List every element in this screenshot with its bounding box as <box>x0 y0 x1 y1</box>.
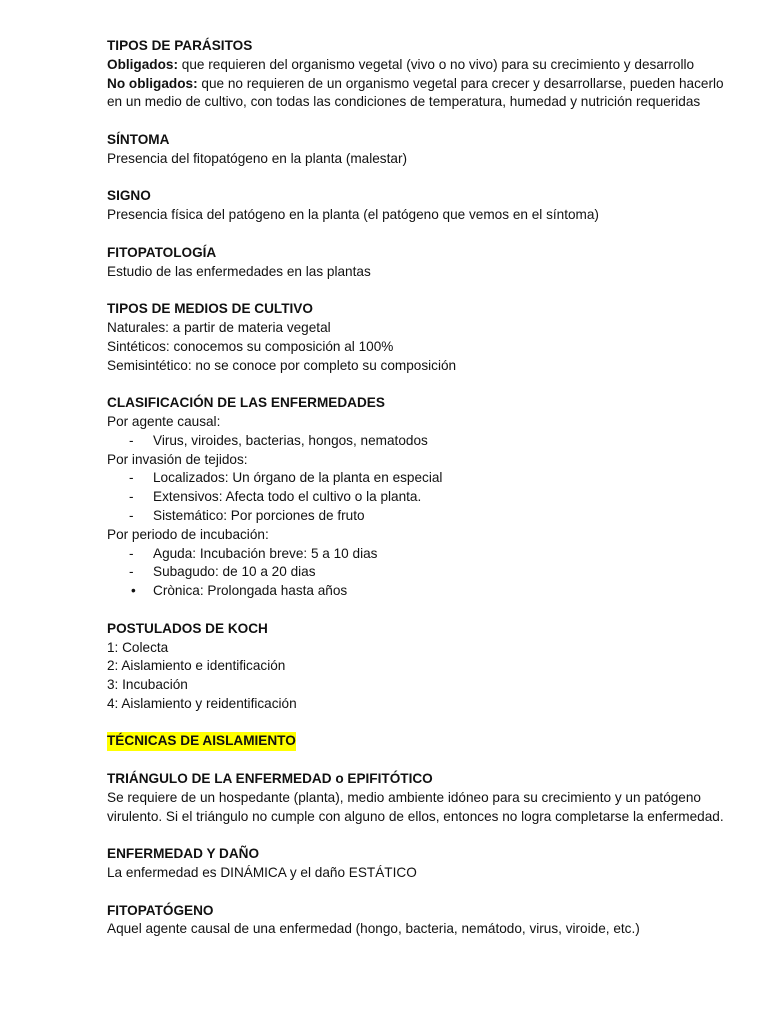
medio-line: Sintéticos: conocemos su composición al 100% <box>107 338 394 354</box>
signo-text: Presencia física del patógeno en la planta (el patógeno que vemos en el síntoma) <box>107 207 599 223</box>
heading-triangulo: TRIÁNGULO DE LA ENFERMEDAD o EPIFITÓTICO <box>107 771 433 787</box>
bullet-dash: - <box>129 564 134 580</box>
koch-step: 4: Aislamiento y reidentificación <box>107 695 297 711</box>
section-sintoma <box>107 131 728 169</box>
heading-enfermedad-dano: ENFERMEDAD Y DAÑO <box>107 846 260 862</box>
sintoma-text: Presencia del fitopatógeno en la planta (malestar) <box>107 150 407 166</box>
list-item <box>107 563 728 582</box>
section-fitopatologia <box>107 244 728 282</box>
list-item-text: Crònica: Prolongada hasta años <box>153 583 348 599</box>
medio-line: Semisintético: no se conoce por completo su composición <box>107 357 457 373</box>
section-clasificacion <box>107 394 728 601</box>
list-item-text: Virus, viroides, bacterias, hongos, nematodos <box>153 432 428 448</box>
bullet-dash: - <box>129 470 134 486</box>
heading-medios-cultivo: TIPOS DE MEDIOS DE CULTIVO <box>107 301 313 317</box>
list-item-text: Sistemático: Por porciones de fruto <box>153 507 365 523</box>
medio-line: Naturales: a partir de materia vegetal <box>107 319 331 335</box>
bullet-dash: - <box>129 489 134 505</box>
no-obligados-label: No obligados: <box>107 75 198 91</box>
heading-tecnicas-aislamiento-wrap <box>107 732 728 751</box>
list-item <box>107 545 728 564</box>
section-fitopatogeno <box>107 902 728 940</box>
heading-clasificacion: CLASIFICACIÓN DE LAS ENFERMEDADES <box>107 395 385 411</box>
koch-step: 1: Colecta <box>107 639 169 655</box>
koch-step: 3: Incubación <box>107 677 188 693</box>
bullet-dash: - <box>129 507 134 523</box>
triangulo-text: Se requiere de un hospedante (planta), medio ambiente idóneo para su crecimiento y un patógeno virulento. Si el triángulo no cumple con alguno de ellos, entonces no logra completarse la enfermedad. <box>107 789 724 824</box>
periodo-incubacion-label: Por periodo de incubación: <box>107 526 269 542</box>
heading-tipos-parasitos: TIPOS DE PARÁSITOS <box>107 38 253 53</box>
list-item-text: Extensivos: Afecta todo el cultivo o la planta. <box>153 489 422 505</box>
list-item-text: Subagudo: de 10 a 20 dias <box>153 564 316 580</box>
invasion-tejidos-label: Por invasión de tejidos: <box>107 451 248 467</box>
enfermedad-dano-text: La enfermedad es DINÁMICA y el daño ESTÁTICO <box>107 865 417 881</box>
section-enfermedad-dano <box>107 845 728 883</box>
list-item <box>107 469 728 488</box>
section-medios-cultivo <box>107 300 728 375</box>
heading-postulados-koch: POSTULADOS DE KOCH <box>107 620 268 636</box>
agente-causal-label: Por agente causal: <box>107 413 221 429</box>
bullet-dash: - <box>129 545 134 561</box>
section-triangulo <box>107 770 728 826</box>
section-postulados-koch <box>107 620 728 714</box>
obligados-label: Obligados: <box>107 56 178 72</box>
heading-fitopatogeno: FITOPATÓGENO <box>107 902 214 918</box>
heading-signo: SIGNO <box>107 188 151 204</box>
heading-tecnicas-aislamiento: TÉCNICAS DE AISLAMIENTO <box>107 732 296 751</box>
fitopatogeno-text: Aquel agente causal de una enfermedad (hongo, bacteria, nemátodo, virus, viroide, etc.) <box>107 921 640 937</box>
heading-sintoma: SÍNTOMA <box>107 131 170 147</box>
heading-fitopatologia: FITOPATOLOGÍA <box>107 244 217 260</box>
section-signo <box>107 187 728 225</box>
bullet-dash: - <box>129 432 134 448</box>
obligados-text: que requieren del organismo vegetal (vivo o no vivo) para su crecimiento y desarrollo <box>178 56 695 72</box>
section-tecnicas-aislamiento <box>107 732 728 751</box>
bullet-dot: • <box>131 583 136 599</box>
list-item-text: Localizados: Un órgano de la planta en especial <box>153 470 443 486</box>
list-item-text: Aguda: Incubación breve: 5 a 10 dias <box>153 545 378 561</box>
obligados-line <box>107 56 728 75</box>
no-obligados-text: que no requieren de un organismo vegetal para crecer y desarrollarse, pueden hacerlo en un medio de cultivo, con todas las condiciones de temperatura, humedad y nutrición requeridas <box>107 75 724 110</box>
list-item <box>107 582 728 601</box>
section-tipos-parasitos <box>107 37 728 112</box>
list-item <box>107 488 728 507</box>
list-item <box>107 507 728 526</box>
no-obligados-paragraph <box>107 75 728 113</box>
koch-step: 2: Aislamiento e identificación <box>107 658 286 674</box>
list-item <box>107 432 728 451</box>
fitopatologia-text: Estudio de las enfermedades en las plantas <box>107 263 371 279</box>
